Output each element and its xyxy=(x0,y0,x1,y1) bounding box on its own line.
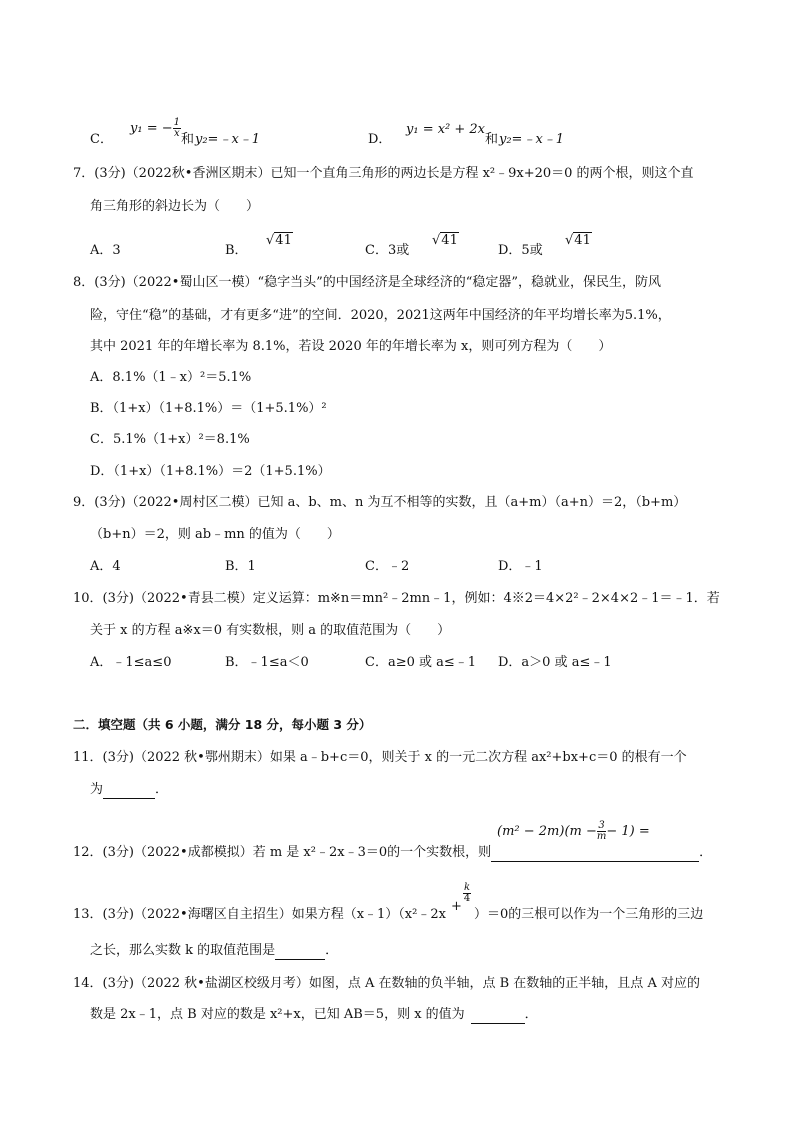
q10-option-c: C．a≥0 或 a≤﹣1 xyxy=(365,655,477,670)
q8-option-c: C．5.1%（1+x）²＝8.1% xyxy=(90,432,250,447)
q6-option-c-y2: y₂=﹣x﹣1 xyxy=(195,132,261,147)
q10-option-d: D．a＞0 或 a≤﹣1 xyxy=(498,655,612,670)
q12-answer-blank[interactable] xyxy=(491,847,699,862)
q8-option-b: B．（1+x）（1+8.1%）＝（1+5.1%）² xyxy=(90,401,327,416)
q10-option-a: A．﹣1≤a≤0 xyxy=(90,655,172,670)
q11-answer-blank[interactable] xyxy=(103,784,155,799)
q8-line-2: 险，守住“稳”的基础，才有更多“进”的空间．2020，2021这两年中国经济的年平均增长率为5.1%， xyxy=(90,308,671,323)
q7-line-2: 角三角形的斜边长为（ ） xyxy=(90,199,260,214)
q9-option-b: B．1 xyxy=(225,559,256,574)
q14-answer-blank[interactable] xyxy=(471,1009,525,1024)
q10-line-1: 10．(3分)（2022•青县二模）定义运算：m※n＝mn²﹣2mn﹣1，例如：4※2＝4×2²﹣2×4×2﹣1＝﹣1．若 xyxy=(73,591,720,606)
q8-line-1: 8．(3分)（2022•蜀山区一模）“稳字当头”的中国经济是全球经济的“稳定器”，稳就业，保民生，防风 xyxy=(73,275,662,290)
q12-expression: (m² − 2m)(m − $\frac{3}{m}$ − 1) = xyxy=(497,820,650,842)
q14-line-1: 14．(3分)（2022 秋•盐湖区校级月考）如图，点 A 在数轴的负半轴，点 B 在数轴的正半轴，且点 A 对应的 xyxy=(73,976,700,991)
q10-option-b: B．﹣1≤a＜0 xyxy=(225,655,309,670)
q13-line-2: 之长，那么实数 k 的取值范围是 ． xyxy=(90,943,339,958)
q9-option-c: C．﹣2 xyxy=(365,559,410,574)
q7-option-d-sqrt: √41 xyxy=(565,233,591,248)
q9-option-a: A．4 xyxy=(90,559,121,574)
q9-line-2: （b+n）＝2，则 ab﹣mn 的值为（ ） xyxy=(90,527,340,542)
q7-option-b: B． xyxy=(225,243,248,258)
q10-line-2: 关于 x 的方程 a※x＝0 有实数根，则 a 的取值范围为（ ） xyxy=(90,623,451,638)
q14-line-2: 数是 2x﹣1，点 B 对应的数是 x²+x，已知 AB＝5，则 x 的值为 ． xyxy=(90,1007,538,1022)
q7-option-b-sqrt: √41 xyxy=(266,233,292,248)
q8-option-a: A．8.1%（1﹣x）²＝5.1% xyxy=(90,370,252,385)
q13-frac-plus: + xyxy=(451,899,462,914)
q6-option-c-y1: y₁ = − $\frac{1}{x}$ xyxy=(130,117,180,139)
q6-option-d-y2: y₂=﹣x﹣1 xyxy=(499,132,565,147)
q7-option-c: C．3或 xyxy=(365,243,410,258)
q13-fraction: $\frac{k}{4}$ xyxy=(463,882,471,904)
q12-line: 12．(3分)（2022•成都模拟）若 m 是 x²﹣2x﹣3＝0的一个实数根，则 ． xyxy=(73,845,713,860)
q7-option-a: A．3 xyxy=(90,243,121,258)
q6-option-d-y1: y₁ = x² + 2x xyxy=(406,122,486,137)
q11-line-1: 11．(3分)（2022 秋•鄂州期末）如果 a﹣b+c＝0，则关于 x 的一元二次方程 ax²+bx+c＝0 的根有一个 xyxy=(73,750,687,765)
q7-option-c-sqrt: √41 xyxy=(432,233,458,248)
q6-option-c-label: C． xyxy=(90,132,113,147)
q11-line-2: 为 ． xyxy=(90,782,169,797)
q7-line-1: 7．(3分)（2022秋•香洲区期末）已知一个直角三角形的两边长是方程 x²﹣9x+20＝0 的两个根，则这个直 xyxy=(73,166,694,181)
q13-line-1: 13．(3分)（2022•海曙区自主招生）如果方程（x﹣1）（x²﹣2x xyxy=(73,907,446,922)
q12-fraction: $\frac{3}{m}$ xyxy=(596,820,607,842)
q6-option-d-and: 和 xyxy=(485,132,499,147)
q9-option-d: D．﹣1 xyxy=(498,559,543,574)
q8-line-3: 其中 2021 年的年增长率为 8.1%，若设 2020 年的年增长率为 x，则可列方程为（ ） xyxy=(90,339,612,354)
q7-option-d: D．5或 xyxy=(498,243,543,258)
q6-option-c-and: 和 xyxy=(181,132,195,147)
section-2-title: 二．填空题（共 6 小题，满分 18 分，每小题 3 分） xyxy=(73,717,372,732)
q8-option-d: D．（1+x）（1+8.1%）＝2（1+5.1%） xyxy=(90,464,331,479)
q6-option-d-label: D． xyxy=(368,132,392,147)
q6-option-c-fraction: $\frac{1}{x}$ xyxy=(173,117,180,139)
q9-line-1: 9．(3分)（2022•周村区二模）已知 a、b、m、n 为互不相等的实数，且（a+m）（a+n）＝2，（b+m） xyxy=(73,495,687,510)
q13-answer-blank[interactable] xyxy=(275,945,325,960)
q13-line-1-tail: ）＝0的三根可以作为一个三角形的三边 xyxy=(474,907,704,922)
